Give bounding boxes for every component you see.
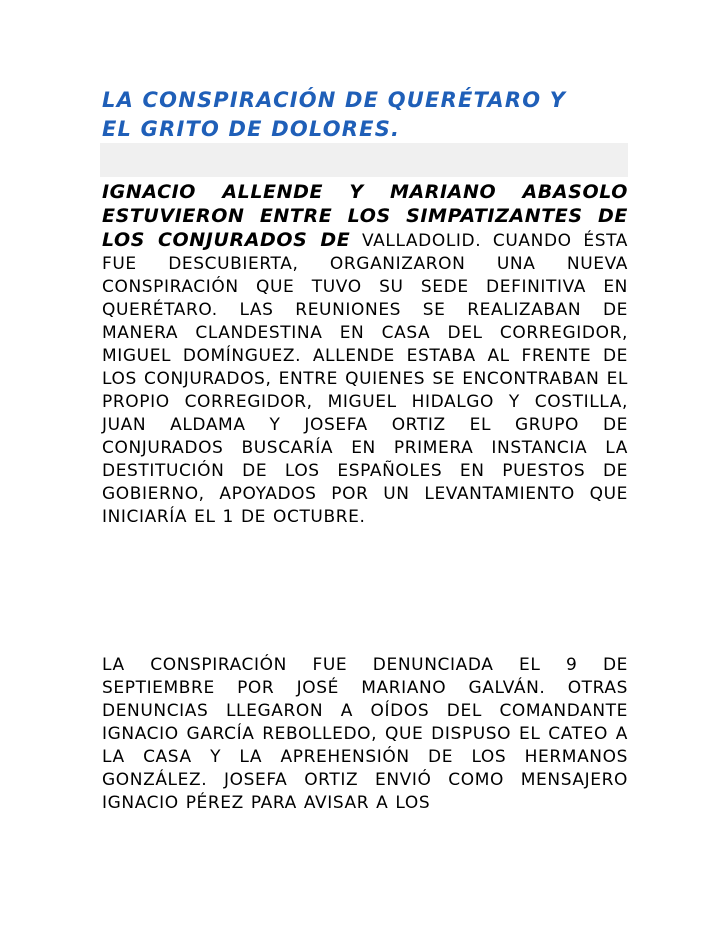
paragraph-1-rest: VALLADOLID. CUANDO ÉSTA FUE DESCUBIERTA, ORGANIZARON UNA NUEVA CONSPIRACIÓN QUE TUVO SU SEDE DEFINITIVA EN QUERÉTARO. LAS REUNIONES SE REALIZABAN DE MANERA CLANDESTINA EN CASA DEL CORREGIDOR, MIGUEL DOMÍNGUEZ. ALLENDE ESTABA AL FRENTE DE LOS CONJURADOS, ENTRE QUIENES SE ENCONTRABAN EL PROPIO CORREGIDOR, MIGUEL HIDALGO Y COSTILLA, JUAN ALDAMA Y JOSEFA ORTIZ EL GRUPO DE CONJURADOS BUSCARÍA EN PRIMERA INSTANCIA LA DESTITUCIÓN DE LOS ESPAÑOLES EN PUESTOS DE GOBIERNO, APOYADOS POR UN LEVANTAMIENTO QUE INICIARÍA EL 1 DE OCTUBRE. xyxy=(102,231,628,527)
paragraph-1 xyxy=(102,181,628,529)
title-line-1: LA CONSPIRACIÓN DE QUERÉTARO Y xyxy=(102,88,567,112)
gray-band xyxy=(100,143,628,177)
document-title xyxy=(102,86,622,144)
paragraph-1-lead: IGNACIO ALLENDE Y MARIANO ABASOLO ESTUVIERON ENTRE LOS SIMPATIZANTES DE LOS CONJURADOS DE xyxy=(102,181,628,251)
paragraph-2: LA CONSPIRACIÓN FUE DENUNCIADA EL 9 DE SEPTIEMBRE POR JOSÉ MARIANO GALVÁN. OTRAS DENUNCIAS LLEGARON A OÍDOS DEL COMANDANTE IGNACIO GARCÍA REBOLLEDO, QUE DISPUSO EL CATEO A LA CASA Y LA APREHENSIÓN DE LOS HERMANOS GONZÁLEZ. JOSEFA ORTIZ ENVIÓ COMO MENSAJERO IGNACIO PÉREZ PARA AVISAR A LOS xyxy=(102,655,628,813)
title-line-2: EL GRITO DE DOLORES. xyxy=(102,117,401,141)
